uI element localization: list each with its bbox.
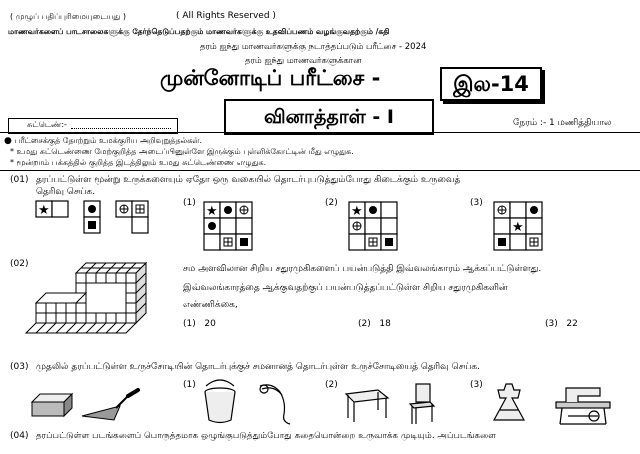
dress-icon xyxy=(494,384,524,420)
q2-answer-3[interactable] xyxy=(545,319,578,329)
header-line1: மாணவர்களைப் பாடசாலைகளுக்கு தேர்ந்தெடுப்பதற்கும் மாணவர்களுக்கு உதவிப்பணம் வழங்குவதற்கும் /கதி xyxy=(8,27,390,36)
q1-option-3-label[interactable]: (3) xyxy=(470,198,483,208)
q3-option-1-images[interactable] xyxy=(200,380,310,430)
q1-number: (01) xyxy=(10,175,29,185)
q1-option-2-label[interactable]: (2) xyxy=(325,198,338,208)
copyright-tag-english: ( All Rights Reserved ) xyxy=(176,11,276,21)
q3-text: முதலில் தரப்பட்டுள்ள உருச்சோடியின் தொடர்புக்குச் சமனானத் தொடர்புள்ள உருச்சோடியைத் தெரிவு செய்க. xyxy=(36,362,480,372)
time-label: நேரம் :- 1 மணித்தியால xyxy=(513,118,612,128)
q2-answer-2[interactable] xyxy=(358,319,391,329)
q1-text-line1: தரப்பட்டுள்ள மூன்று உருக்களையும் ஏதோ ஒரு வகையில் தொடர்புபடுத்தும்போது கிடைக்கும் உருவைத் xyxy=(36,175,461,185)
q2-answer-2-value: 18 xyxy=(379,319,391,329)
svg-text:★: ★ xyxy=(512,220,524,235)
divider-top xyxy=(0,132,640,133)
square-icon xyxy=(88,221,96,229)
rope-icon xyxy=(260,385,290,424)
exam-title: முன்னோடிப் பரீட்சை - xyxy=(160,66,381,90)
q2-answer-1-value: 20 xyxy=(204,319,216,329)
q3-number: (03) xyxy=(10,362,29,372)
q1-option-1-label[interactable]: (1) xyxy=(183,198,196,208)
q3-option-3-images[interactable] xyxy=(488,380,623,428)
q1-option-3-grid[interactable] xyxy=(494,202,544,252)
instructions-title: ● பரீட்சைக்குத் தோற்றும் உமக்குரிய அறிவுறுத்தல்கள். xyxy=(4,136,203,146)
paper-title: வினாத்தாள் - I xyxy=(264,106,394,128)
q3-option-2-images[interactable] xyxy=(340,382,440,427)
q3-option-1-label[interactable]: (1) xyxy=(183,380,196,390)
q3-option-2-label[interactable]: (2) xyxy=(325,380,338,390)
q1-option-2-grid[interactable] xyxy=(349,202,399,252)
q1-given-figure-c xyxy=(116,201,148,233)
q4-number: (04) xyxy=(10,431,29,441)
instruction-item-1: * உமது சுட்டெண்ணை மேற்குறித்த அடைப்பினுள்ளே இருக்கும் புள்ளிக்கோட்டின் மீது எழுதுக. xyxy=(10,147,354,156)
q2-text-line2: இவ்வலங்காரத்தை ஆக்குவதற்குப் பயன்படுத்தப்பட்டுள்ள சிறிய சதுரமுகிகளின் xyxy=(183,283,508,293)
q1-given-figures xyxy=(36,201,176,251)
q1-option-1-grid[interactable] xyxy=(204,202,254,252)
trowel-icon xyxy=(82,390,138,420)
brick-icon xyxy=(32,394,72,416)
svg-text:★: ★ xyxy=(206,204,218,219)
q3-given-pair xyxy=(32,384,142,424)
svg-text:★: ★ xyxy=(351,204,363,219)
q2-text-line3: எண்ணிக்கை, xyxy=(183,300,238,310)
q1-given-figure-a xyxy=(36,201,68,218)
paper-title-box xyxy=(224,99,434,135)
header-line3: தரம் ஐந்து மாணவர்களுக்கான xyxy=(245,56,362,66)
index-dotted-line[interactable] xyxy=(71,128,171,129)
bucket-icon xyxy=(205,380,235,423)
q1-text-line2: தெரிவு செய்க. xyxy=(36,187,96,197)
q2-text-line1: சம அளவிலான சிறிய சதுரமுகிகளைப் பயன்படுத்தி இவ்வலங்காரம் ஆக்கப்பட்டுள்ளது. xyxy=(183,264,542,274)
exam-number: இல-14 xyxy=(453,72,529,96)
sewing-machine-icon xyxy=(556,388,610,424)
q3-option-3-label[interactable]: (3) xyxy=(470,380,483,390)
star-icon: ★ xyxy=(38,203,50,218)
q2-cube-arrangement xyxy=(36,258,166,348)
instruction-item-2-text: மூன்றாம் பக்கத்தில் குறித்த இடத்திலும் உமது சுட்டெண்ணை எழுதுக. xyxy=(16,158,267,167)
q4-text: தரப்பட்டுள்ள படங்களைப் பொருத்தமாக ஒழுங்குபடுத்தும்போது கதையொன்றை உருவாக்க முடியும். அப்படங்களை xyxy=(36,431,497,441)
q2-number: (02) xyxy=(10,259,29,269)
index-label: சுட்டெண்:- xyxy=(27,120,67,129)
circle-icon xyxy=(88,205,96,213)
header-line2: தரம் ஐந்து மாணவர்களுக்கு நடாத்தப்படும் பரீட்சை - 2024 xyxy=(200,42,427,52)
q2-answer-3-value: 22 xyxy=(566,319,578,329)
instruction-item-2: * மூன்றாம் பக்கத்தில் குறித்த இடத்திலும் உமது சுட்டெண்ணை எழுதுக. xyxy=(10,158,267,167)
q1-given-figure-b xyxy=(84,201,100,233)
q2-answer-1[interactable] xyxy=(183,319,216,329)
q2-answer-3-label: (3) xyxy=(545,319,558,329)
divider-bottom xyxy=(0,170,640,171)
instructions-title-text: பரீட்சைக்குத் தோற்றும் உமக்குரிய அறிவுறுத்தல்கள். xyxy=(14,136,203,145)
q2-answer-2-label: (2) xyxy=(358,319,371,329)
instruction-item-1-text: உமது சுட்டெண்ணை மேற்குறித்த அடைப்பினுள்ளே இருக்கும் புள்ளிக்கோட்டின் மீது எழுதுக. xyxy=(16,147,354,156)
copyright-tag-tamil: ( முழுப் பதிப்புரிமையுடையது ) xyxy=(10,12,127,21)
table-icon xyxy=(346,390,388,422)
chair-icon xyxy=(410,384,434,424)
q2-answer-1-label: (1) xyxy=(183,319,196,329)
exam-number-box xyxy=(440,67,542,101)
